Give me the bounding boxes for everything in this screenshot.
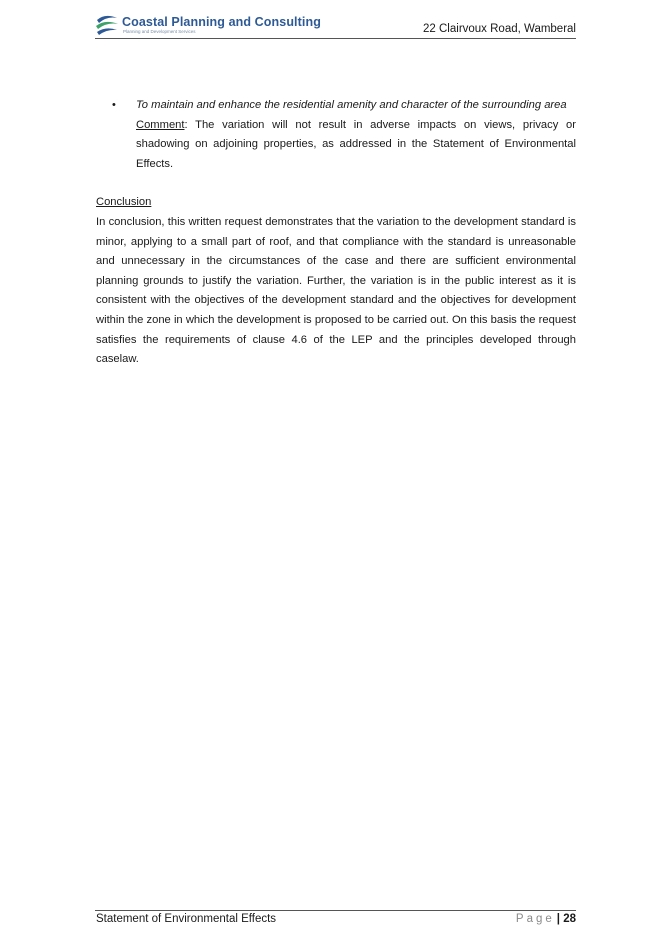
conclusion-heading: Conclusion: [96, 196, 152, 209]
conclusion-paragraph: In conclusion, this written request demonstrates that the variation to the development standard is minor, applying to a small part of roof, and that compliance with the standard is unreasonable and unnecessary in the circumstances of the case and there are sufficient environmental planning grounds to justify the variation. Further, the variation is in the public interest as it is consistent with the objectives of the development standard and the objectives for development within the zone in which the development is proposed to be carried out. On this basis the request satisfies the requirements of clause 4.6 of the LEP and the principles developed through caselaw.: [96, 215, 576, 366]
logo-subtitle: Planning and Development Services: [123, 29, 196, 34]
objective-heading: To maintain and enhance the residential amenity and character of the surrounding area: [136, 99, 567, 111]
bullet-icon: •: [112, 99, 116, 111]
header-address: 22 Clairvoux Road, Wamberal: [423, 23, 576, 35]
footer-document-title: Statement of Environmental Effects: [96, 913, 277, 925]
page-label: Page: [515, 913, 555, 925]
objective-bullet: [96, 96, 576, 174]
logo-title: Coastal Planning and Consulting: [122, 15, 321, 29]
wave-logo-icon: [95, 14, 119, 36]
page-footer: [95, 910, 576, 925]
objective-comment: [136, 116, 576, 175]
company-logo: [95, 14, 321, 36]
page-header: [95, 14, 576, 39]
page-number: | 28: [556, 913, 576, 925]
page-content: [96, 96, 576, 370]
comment-label: Comment: [136, 118, 185, 131]
page-indicator: [516, 913, 576, 925]
comment-text: : The variation will not result in adverse impacts on views, privacy or shadowing on adjoining properties, as addressed in the Statement of Environmental Effects.: [136, 118, 576, 170]
